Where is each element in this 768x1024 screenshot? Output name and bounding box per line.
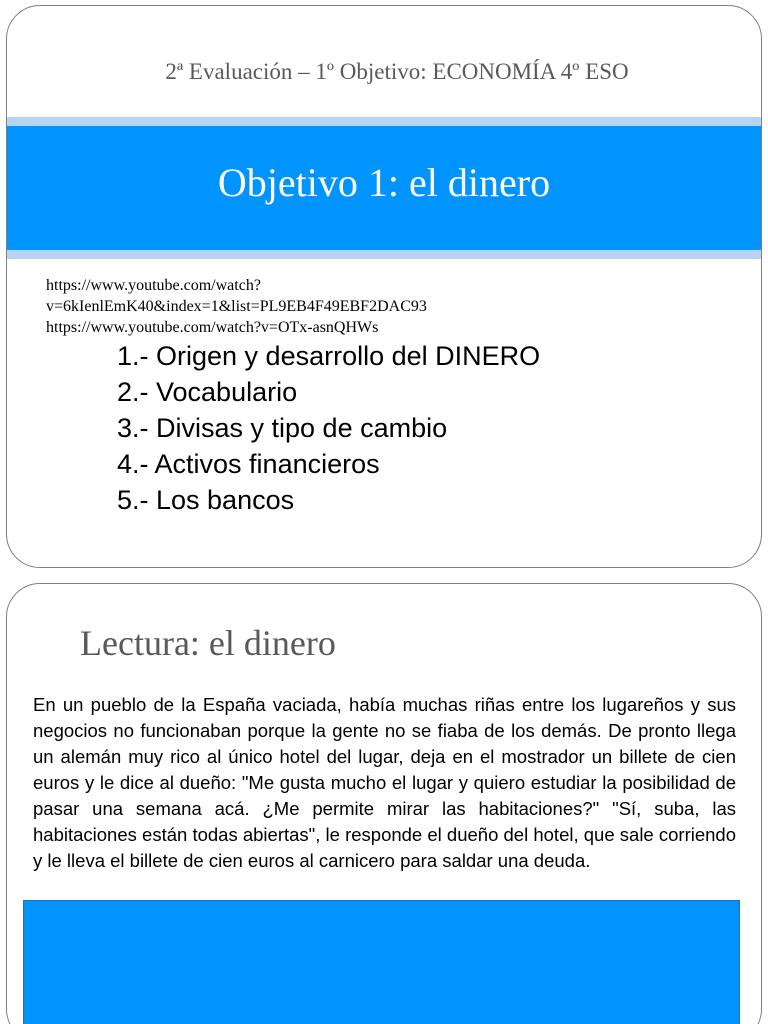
slide-title: Lectura: el dinero: [80, 623, 336, 663]
blue-content-box: [23, 900, 740, 1024]
topic-item: 3.- Divisas y tipo de cambio: [117, 413, 448, 443]
video-link-line[interactable]: https://www.youtube.com/watch?: [46, 277, 261, 294]
slide-objetivo-1: [6, 5, 762, 568]
topics-list: [117, 338, 737, 518]
topic-item: 2.- Vocabulario: [117, 377, 298, 407]
title-band-bottom-stripe: [7, 250, 761, 259]
topic-item: 4.- Activos financieros: [117, 449, 380, 479]
slide-header: 2ª Evaluación – 1º Objetivo: ECONOMÍA 4º ESO: [165, 59, 629, 84]
slide-lectura: [6, 583, 762, 1024]
slide-title: Objetivo 1: el dinero: [217, 160, 551, 205]
reading-paragraph: En un pueblo de la España vaciada, había muchas riñas entre los lugareños y sus negocios no funcionaban porque la gente no se fiaba de los demás. De pronto llega un alemán muy rico al único hotel del lugar, deja en el mostrador un billete de cien euros y le dice al dueño: "Me gusta mucho el lugar y quiero estudiar la posibilidad de pasar una semana acá. ¿Me permite mirar las habitaciones?" "Sí, suba, las habitaciones están todas abiertas", le responde el dueño del hotel, que sale corriendo y le lleva el billete de cien euros al carnicero para saldar una deuda.: [33, 694, 736, 871]
title-band-top-stripe: [7, 117, 761, 126]
topic-item: 1.- Origen y desarrollo del DINERO: [117, 341, 541, 371]
topic-item: 5.- Los bancos: [117, 485, 295, 515]
video-link-line[interactable]: https://www.youtube.com/watch?v=OTx-asnQHWs: [46, 319, 379, 336]
video-links: [46, 275, 646, 338]
video-link-line[interactable]: v=6kIenlEmK40&index=1&list=PL9EB4F49EBF2DAC93: [46, 298, 427, 315]
